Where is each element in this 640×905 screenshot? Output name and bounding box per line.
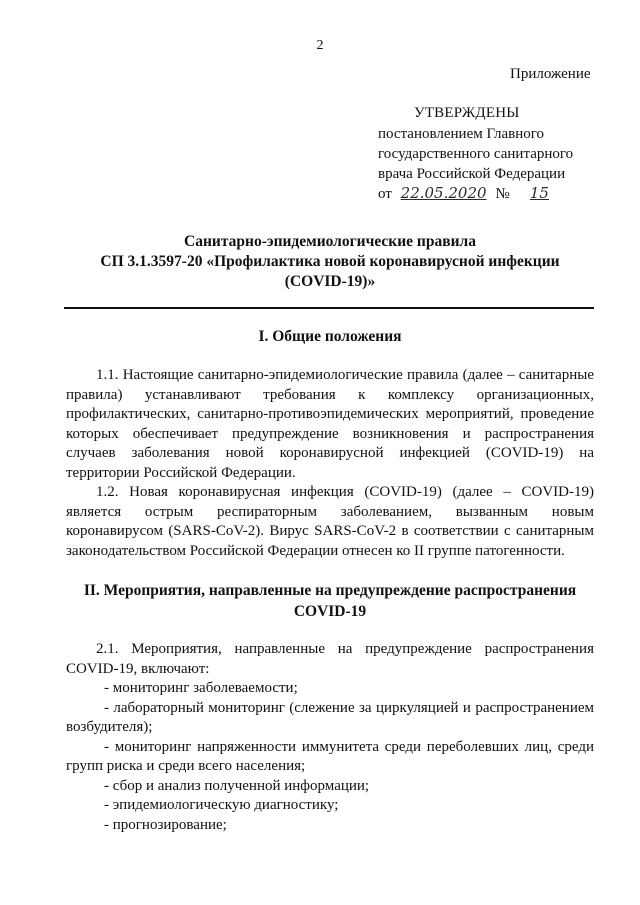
document-title-line: (COVID-19)» (284, 273, 376, 290)
section-2-paragraph-1: 2.1. Мероприятия, направленные на предупреждение распространения COVID-19, включают: (66, 641, 594, 677)
appendix-label: Приложение (510, 66, 591, 82)
list-item: - прогнозирование; (104, 816, 227, 833)
handwritten-number: 15 (529, 184, 549, 202)
list-item: - эпидемиологическую диагностику; (104, 797, 339, 813)
section-1-paragraph-2: 1.2. Новая коронавирусная инфекция (COVID-19) (далее – COVID-19) является острым респираторным заболеванием, вызванным новым коронавирусом (SARS-CoV-2). Вирус SARS-CoV-2 в соответствии с санитарным законодательством Российской Федерации отнесен ко II группе патогенности. (66, 484, 594, 559)
section-2-heading (60, 580, 600, 622)
approval-date-number (378, 184, 565, 203)
number-prefix: № (495, 186, 510, 202)
date-prefix: от (378, 186, 392, 202)
handwritten-date: 22.05.2020 (400, 184, 487, 202)
list-item: - сбор и анализ полученной информации; (104, 777, 370, 794)
list-item: - лабораторный мониторинг (слежение за циркуляцией и распространением возбудителя); (66, 699, 594, 735)
list-item: - мониторинг напряженности иммунитета среди переболевших лиц, среди групп риска и среди всего населения; (66, 738, 594, 774)
section-1-paragraph-1: 1.1. Настоящие санитарно-эпидемиологические правила (далее – санитарные правила) устанавливают требования к комплексу организационных, профилактических, санитарно-противоэпидемических мероприятий, проведение которых обеспечивает предупреждение возникновения и распространения случаев заболевания новой коронавирусной инфекцией (COVID-19) на территории Российской Федерации. (66, 367, 594, 481)
document-title (60, 232, 600, 292)
list-item: - мониторинг заболеваемости; (104, 680, 298, 696)
section-2-heading-line: COVID-19 (293, 603, 367, 620)
document-title-line: Санитарно-эпидемиологические правила (184, 233, 476, 250)
approval-line: постановлением Главного (378, 126, 545, 142)
approval-title: УТВЕРЖДЕНЫ (414, 105, 520, 121)
measures-list (66, 679, 594, 835)
title-divider (64, 307, 594, 309)
approval-line: государственного санитарного (378, 146, 574, 162)
approval-line: врача Российской Федерации (378, 166, 566, 182)
section-2-heading-line: II. Мероприятия, направленные на предупреждение распространения (83, 582, 577, 599)
document-title-line: СП 3.1.3597-20 «Профилактика новой коронавирусной инфекции (100, 253, 560, 270)
page-number: 2 (316, 38, 324, 53)
section-1-heading: I. Общие положения (258, 328, 402, 345)
approval-block (378, 124, 573, 184)
